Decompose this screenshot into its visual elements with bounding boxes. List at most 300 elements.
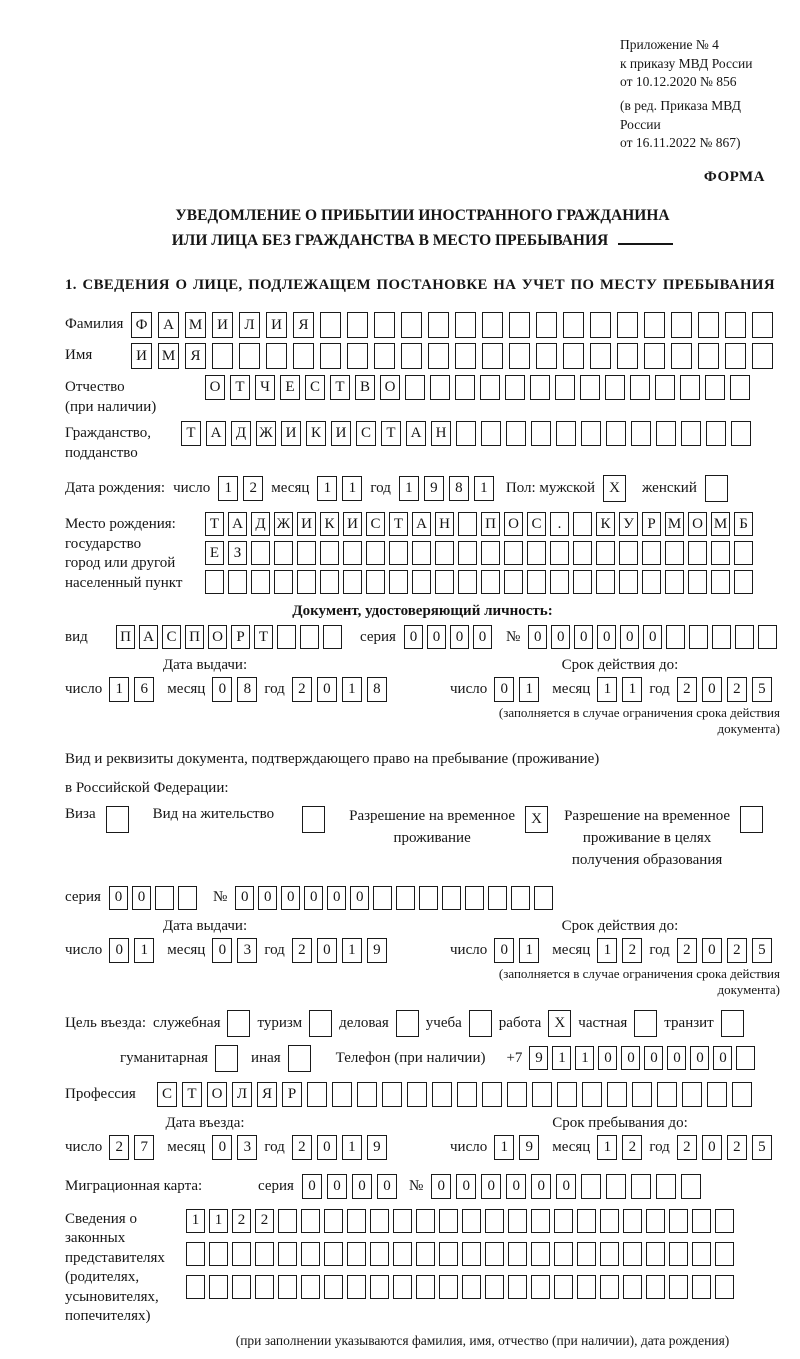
grid-cell — [430, 375, 450, 400]
residence-number-label: № — [212, 889, 228, 906]
grid-cell — [563, 343, 584, 369]
grid-cell: И — [266, 312, 287, 338]
purpose-option-label: транзит — [664, 1014, 714, 1031]
grid-cell: Л — [239, 312, 260, 338]
grid-cell — [232, 1275, 251, 1299]
grid-cell: В — [355, 375, 375, 400]
grid-cell: П — [185, 625, 204, 649]
appendix-line: Приложение № 4 — [620, 37, 719, 52]
id-doc-valid-year-cells — [677, 677, 772, 702]
year-label: год — [649, 681, 670, 698]
purpose-option-label: частная — [578, 1014, 628, 1031]
guardians-note: (при заполнении указываются фамилия, имя, отчество (при наличии), дата рождения) — [235, 1332, 730, 1348]
visa-option — [65, 806, 129, 833]
purpose-option-label: служебная — [152, 1014, 221, 1031]
grid-cell — [332, 1082, 352, 1107]
grid-cell — [485, 1209, 504, 1233]
guardians-label-line: попечителях) — [65, 1308, 151, 1325]
grid-cell — [509, 312, 530, 338]
purpose-row-2 — [65, 1045, 780, 1072]
grid-cell — [212, 343, 233, 369]
grid-cell: 0 — [528, 625, 547, 649]
grid-cell: К — [306, 421, 326, 446]
grid-cell — [251, 541, 270, 565]
grid-cell: 0 — [352, 1174, 372, 1199]
grid-cell: 0 — [621, 1046, 640, 1070]
stay-month-cells — [597, 1135, 642, 1160]
grid-cell — [688, 541, 707, 565]
grid-cell — [251, 570, 270, 594]
id-doc-issue-month-cells — [212, 677, 257, 702]
grid-cell — [324, 1242, 343, 1266]
grid-cell — [320, 343, 341, 369]
grid-cell: Р — [231, 625, 250, 649]
grid-cell: Я — [185, 343, 206, 369]
grid-cell — [550, 570, 569, 594]
grid-cell — [278, 1209, 297, 1233]
grid-cell — [554, 1242, 573, 1266]
grid-cell — [680, 375, 700, 400]
grid-cell — [428, 312, 449, 338]
grid-cell — [439, 1209, 458, 1233]
grid-cell — [711, 541, 730, 565]
grid-cell: 2 — [677, 677, 697, 702]
grid-cell: З — [228, 541, 247, 565]
grid-cell: О — [208, 625, 227, 649]
stay-until-col — [430, 1115, 780, 1160]
grid-cell: С — [527, 512, 546, 536]
grid-cell — [605, 375, 625, 400]
id-doc-issue-day-cells — [109, 677, 154, 702]
sex-male-checkbox — [603, 475, 626, 502]
grid-cell — [711, 570, 730, 594]
grid-cell — [485, 1242, 504, 1266]
grid-cell — [752, 343, 773, 369]
id-doc-issue-date — [65, 677, 430, 702]
grid-cell: Т — [181, 421, 201, 446]
grid-cell — [590, 312, 611, 338]
entry-date — [65, 1135, 430, 1160]
id-doc-issue-col — [65, 657, 430, 737]
grid-cell: 8 — [237, 677, 257, 702]
grid-cell — [692, 1242, 711, 1266]
birth-place-label-line: Место рождения: — [65, 516, 176, 533]
grid-cell: 0 — [327, 886, 346, 910]
grid-cell: 2 — [622, 1135, 642, 1160]
grid-cell: 2 — [727, 938, 747, 963]
grid-cell: 2 — [232, 1209, 251, 1233]
grid-cell — [725, 312, 746, 338]
grid-cell — [596, 541, 615, 565]
phone-cells — [529, 1046, 755, 1070]
grid-cell: 6 — [134, 677, 154, 702]
grid-cell: О — [380, 375, 400, 400]
purpose-business-checkbox — [227, 1010, 250, 1037]
birth-year-cells — [399, 476, 494, 501]
grid-cell: 5 — [752, 677, 772, 702]
residence-doc-intro2: в Российской Федерации: — [65, 779, 229, 796]
patronymic-cells — [205, 375, 750, 400]
residence-doc-dates — [65, 918, 780, 998]
grid-cell: 0 — [450, 625, 469, 649]
grid-cell — [373, 886, 392, 910]
guardians-label-line: Сведения о — [65, 1210, 137, 1227]
grid-cell: 0 — [258, 886, 277, 910]
grid-cell — [370, 1242, 389, 1266]
grid-cell — [665, 541, 684, 565]
grid-cell: 0 — [404, 625, 423, 649]
residence-valid-date — [450, 938, 780, 963]
grid-cell: Д — [231, 421, 251, 446]
grid-cell: 9 — [529, 1046, 548, 1070]
grid-cell — [412, 541, 431, 565]
residence-issue-month-cells — [212, 938, 257, 963]
grid-cell: 0 — [702, 677, 722, 702]
grid-cell: 8 — [367, 677, 387, 702]
guardians-label-line: представителях — [65, 1249, 165, 1266]
grid-cell — [300, 625, 319, 649]
grid-cell — [465, 886, 484, 910]
grid-cell — [462, 1209, 481, 1233]
grid-cell — [730, 375, 750, 400]
grid-cell: Я — [293, 312, 314, 338]
grid-cell: 1 — [342, 677, 362, 702]
grid-cell: 0 — [556, 1174, 576, 1199]
grid-cell — [606, 1174, 626, 1199]
grid-cell — [607, 1082, 627, 1107]
grid-cell — [366, 570, 385, 594]
guardians-label-line: законных — [65, 1230, 126, 1247]
grid-cell: 1 — [597, 938, 617, 963]
grid-cell — [580, 375, 600, 400]
birth-year-label: год — [370, 480, 391, 497]
grid-cell: 2 — [292, 677, 312, 702]
grid-cell — [534, 886, 553, 910]
grid-cell — [644, 343, 665, 369]
grid-cell: 1 — [134, 938, 154, 963]
migration-series-label: серия — [258, 1177, 294, 1194]
surname-label: Фамилия — [65, 316, 124, 333]
day-label: число — [65, 681, 103, 698]
section1-heading: 1. СВЕДЕНИЯ О ЛИЦЕ, ПОДЛЕЖАЩЕМ ПОСТАНОВКЕ НА УЧЕТ ПО МЕСТУ ПРЕБЫВАНИЯ — [65, 277, 775, 294]
grid-cell: 1 — [597, 677, 617, 702]
grid-cell: 3 — [237, 938, 257, 963]
grid-cell — [458, 541, 477, 565]
grid-cell — [481, 541, 500, 565]
grid-cell — [485, 1275, 504, 1299]
grid-cell — [401, 343, 422, 369]
grid-cell: 0 — [598, 1046, 617, 1070]
id-doc-valid-day-cells — [494, 677, 539, 702]
grid-cell — [617, 343, 638, 369]
grid-cell — [439, 1275, 458, 1299]
grid-cell: X — [603, 475, 626, 502]
grid-cell — [186, 1242, 205, 1266]
grid-cell: Е — [205, 541, 224, 565]
grid-cell — [536, 343, 557, 369]
grid-cell: 0 — [473, 625, 492, 649]
grid-cell: П — [481, 512, 500, 536]
guardians-cells-row3 — [186, 1275, 734, 1299]
migration-number-label: № — [408, 1177, 424, 1194]
purpose-label: Цель въезда: — [65, 1014, 146, 1031]
grid-cell: 1 — [622, 677, 642, 702]
grid-cell — [416, 1275, 435, 1299]
grid-cell: 0 — [317, 1135, 337, 1160]
grid-cell: 0 — [506, 1174, 526, 1199]
grid-cell: 0 — [212, 938, 232, 963]
grid-cell — [442, 886, 461, 910]
birth-date-label: Дата рождения: — [65, 480, 166, 497]
grid-cell — [301, 1275, 320, 1299]
appendix-note-line: от 16.11.2022 № 867) — [620, 135, 741, 151]
grid-cell — [736, 1046, 755, 1070]
grid-cell — [715, 1242, 734, 1266]
grid-cell: 5 — [752, 1135, 772, 1160]
grid-cell — [347, 1242, 366, 1266]
birth-place-grid — [205, 512, 753, 599]
grid-cell — [555, 375, 575, 400]
grid-cell: 0 — [109, 886, 128, 910]
birth-place-cells-row3 — [205, 570, 753, 594]
grid-cell — [320, 541, 339, 565]
grid-cell — [531, 421, 551, 446]
migration-series-cells — [302, 1174, 397, 1199]
grid-cell: С — [305, 375, 325, 400]
grid-cell — [619, 541, 638, 565]
grid-cell: 2 — [727, 677, 747, 702]
grid-cell: 2 — [109, 1135, 129, 1160]
purpose-work-checkbox — [548, 1010, 571, 1037]
grid-cell — [731, 421, 751, 446]
grid-cell — [389, 570, 408, 594]
grid-cell — [705, 475, 728, 502]
grid-cell: 0 — [643, 625, 662, 649]
grid-cell — [573, 512, 592, 536]
birth-day-cells — [218, 476, 263, 501]
grid-cell — [374, 312, 395, 338]
grid-cell — [666, 625, 685, 649]
grid-cell: У — [619, 512, 638, 536]
grid-cell — [554, 1209, 573, 1233]
grid-cell — [617, 312, 638, 338]
grid-cell: М — [158, 343, 179, 369]
grid-cell — [297, 570, 316, 594]
grid-cell: 0 — [235, 886, 254, 910]
grid-cell: 0 — [212, 677, 232, 702]
grid-cell — [644, 312, 665, 338]
id-doc-valid-col — [430, 657, 780, 737]
grid-cell — [681, 1174, 701, 1199]
id-doc-valid-month-cells — [597, 677, 642, 702]
entry-date-heading: Дата въезда: — [165, 1114, 245, 1131]
grid-cell — [681, 421, 701, 446]
grid-cell — [301, 1209, 320, 1233]
grid-cell: Е — [280, 375, 300, 400]
visa-checkbox — [106, 806, 129, 833]
grid-cell: К — [320, 512, 339, 536]
grid-cell — [712, 625, 731, 649]
grid-cell — [215, 1045, 238, 1072]
grid-cell — [715, 1209, 734, 1233]
grid-cell: 1 — [552, 1046, 571, 1070]
residence-series-cells — [109, 886, 197, 910]
birth-month-cells — [317, 476, 362, 501]
grid-cell — [347, 343, 368, 369]
grid-cell: 0 — [212, 1135, 232, 1160]
grid-cell: . — [550, 512, 569, 536]
grid-cell: 0 — [690, 1046, 709, 1070]
grid-cell: Т — [330, 375, 350, 400]
grid-cell: 1 — [342, 1135, 362, 1160]
grid-cell — [508, 1242, 527, 1266]
birth-place-label-line: государство — [65, 535, 142, 552]
grid-cell — [228, 570, 247, 594]
birth-month-label: месяц — [271, 480, 310, 497]
grid-cell — [357, 1082, 377, 1107]
grid-cell — [106, 806, 129, 833]
purpose-row-1 — [65, 1010, 780, 1037]
appendix-revision-note — [620, 97, 780, 153]
id-doc-issue-year-cells — [292, 677, 387, 702]
grid-cell: 7 — [134, 1135, 154, 1160]
grid-cell: 3 — [237, 1135, 257, 1160]
patronymic-label — [65, 375, 205, 417]
year-label: год — [264, 941, 285, 958]
purpose-private-checkbox — [634, 1010, 657, 1037]
sex-female-checkbox — [705, 475, 728, 502]
grid-cell — [178, 886, 197, 910]
grid-cell — [366, 541, 385, 565]
temp-permit-edu-label — [564, 806, 730, 871]
grid-cell — [669, 1242, 688, 1266]
grid-cell: 0 — [494, 677, 514, 702]
residence-issue-date — [65, 938, 430, 963]
year-label: год — [649, 941, 670, 958]
month-label: месяц — [167, 1138, 206, 1155]
profession-row — [65, 1082, 780, 1107]
grid-cell — [405, 375, 425, 400]
grid-cell — [293, 343, 314, 369]
grid-cell — [456, 421, 476, 446]
grid-cell: 8 — [449, 476, 469, 501]
grid-cell — [707, 1082, 727, 1107]
month-label: месяц — [167, 941, 206, 958]
temp-permit-label — [349, 806, 515, 850]
id-doc-number-label: № — [505, 628, 521, 645]
year-label: год — [264, 681, 285, 698]
purpose-transit-checkbox — [721, 1010, 744, 1037]
grid-cell: А — [406, 421, 426, 446]
temp-permit-label-line: Разрешение на временное — [349, 808, 516, 825]
grid-cell — [630, 375, 650, 400]
birth-place-label-line: населенный пункт — [65, 574, 183, 591]
patronymic-label-line2: (при наличии) — [65, 398, 157, 415]
form-title-line2-wrap — [65, 229, 780, 254]
residence-valid-note: (заполняется в случае ограничения срока действия документа) — [498, 965, 780, 997]
grid-cell: Т — [254, 625, 273, 649]
grid-cell: 1 — [317, 476, 337, 501]
grid-cell — [530, 375, 550, 400]
grid-cell — [393, 1275, 412, 1299]
day-label: число — [450, 681, 488, 698]
migration-card-row — [65, 1174, 780, 1199]
phone-label: Телефон (при наличии) — [335, 1049, 486, 1066]
grid-cell — [278, 1242, 297, 1266]
id-doc-dates — [65, 657, 780, 737]
profession-label: Профессия — [65, 1085, 136, 1102]
grid-cell: А — [139, 625, 158, 649]
grid-cell: О — [205, 375, 225, 400]
temp-permit-edu-label-line: проживание в целях — [582, 830, 712, 847]
grid-cell — [656, 1174, 676, 1199]
grid-cell: П — [116, 625, 135, 649]
purpose-commercial-checkbox — [396, 1010, 419, 1037]
grid-cell — [393, 1209, 412, 1233]
purpose-study-checkbox — [469, 1010, 492, 1037]
appendix-line: к приказу МВД России — [620, 55, 753, 71]
guardians-grid — [186, 1207, 734, 1304]
appendix-line: от 10.12.2020 № 856 — [620, 74, 737, 90]
grid-cell: К — [596, 512, 615, 536]
day-label: число — [450, 941, 488, 958]
grid-cell: 2 — [727, 1135, 747, 1160]
id-doc-number-cells — [528, 625, 777, 649]
stay-until-date — [450, 1135, 780, 1160]
grid-cell — [343, 570, 362, 594]
grid-cell — [740, 806, 763, 833]
grid-cell — [705, 375, 725, 400]
grid-cell: 0 — [574, 625, 593, 649]
grid-cell: 0 — [431, 1174, 451, 1199]
grid-cell — [619, 570, 638, 594]
grid-cell: 0 — [427, 625, 446, 649]
grid-cell — [506, 421, 526, 446]
grid-cell — [488, 886, 507, 910]
grid-cell — [255, 1275, 274, 1299]
grid-cell: И — [281, 421, 301, 446]
grid-cell: 0 — [597, 625, 616, 649]
id-doc-valid-heading: Срок действия до: — [561, 657, 679, 674]
grid-cell: 0 — [302, 1174, 322, 1199]
grid-cell: 1 — [109, 677, 129, 702]
grid-cell — [511, 886, 530, 910]
grid-cell — [481, 421, 501, 446]
grid-cell — [462, 1242, 481, 1266]
residence-valid-day-cells — [494, 938, 539, 963]
birth-place-cells-row2 — [205, 541, 753, 565]
grid-cell — [428, 343, 449, 369]
guardians-label-line: усыновителях, — [65, 1288, 159, 1305]
day-label: число — [65, 941, 103, 958]
grid-cell: О — [207, 1082, 227, 1107]
id-doc-series-cells — [404, 625, 492, 649]
grid-cell: 0 — [317, 677, 337, 702]
grid-cell: Т — [389, 512, 408, 536]
appendix-note-line: (в ред. Приказа МВД России — [620, 97, 741, 132]
grid-cell: 1 — [474, 476, 494, 501]
grid-cell — [347, 312, 368, 338]
grid-cell — [623, 1242, 642, 1266]
grid-cell: 1 — [519, 938, 539, 963]
grid-cell — [435, 570, 454, 594]
grid-cell — [563, 312, 584, 338]
month-label: месяц — [552, 941, 591, 958]
grid-cell — [309, 1010, 332, 1037]
grid-cell: Ф — [131, 312, 152, 338]
grid-cell — [277, 625, 296, 649]
grid-cell — [504, 541, 523, 565]
